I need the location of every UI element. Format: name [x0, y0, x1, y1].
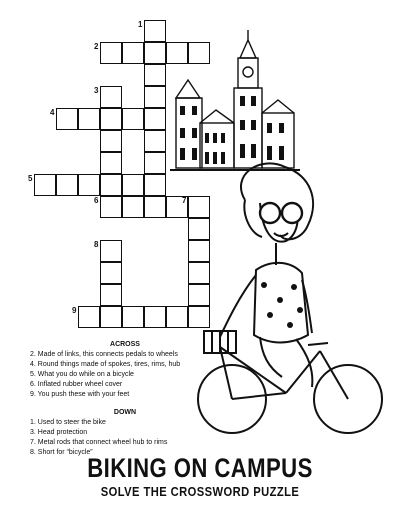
crossword-cell[interactable] [144, 196, 166, 218]
crossword-cell[interactable] [166, 306, 188, 328]
crossword-cell[interactable] [144, 130, 166, 152]
crossword-cell[interactable] [144, 86, 166, 108]
clue-number-9: 9 [72, 306, 77, 315]
clue-number-3: 3 [94, 86, 99, 95]
crossword-cell[interactable] [78, 174, 100, 196]
crossword-cell[interactable] [78, 306, 100, 328]
down-clue-8: 8. Short for “bicycle” [30, 449, 93, 456]
crossword-cell[interactable] [122, 42, 144, 64]
clue-number-7: 7 [182, 196, 187, 205]
crossword-cell[interactable] [144, 42, 166, 64]
across-heading: ACROSS [110, 341, 140, 348]
crossword-cell[interactable] [34, 174, 56, 196]
crossword-cell[interactable] [78, 108, 100, 130]
down-clue-1: 1. Used to steer the bike [30, 419, 106, 426]
crossword-cell[interactable] [100, 42, 122, 64]
down-clue-7: 7. Metal rods that connect wheel hub to rims [30, 439, 168, 446]
crossword-cell[interactable] [100, 86, 122, 108]
crossword-cell[interactable] [144, 20, 166, 42]
clue-number-5: 5 [28, 174, 33, 183]
down-clue-3: 3. Head protection [30, 429, 88, 436]
crossword-cell[interactable] [122, 174, 144, 196]
clue-number-4: 4 [50, 108, 55, 117]
crossword-cell[interactable] [100, 196, 122, 218]
page-title: BIKING ON CAMPUS [87, 453, 313, 483]
across-clue-2: 2. Made of links, this connects pedals to wheels [30, 351, 178, 358]
crossword-cell[interactable] [144, 64, 166, 86]
clue-number-1: 1 [138, 20, 143, 29]
crossword-cell[interactable] [100, 174, 122, 196]
clue-number-6: 6 [94, 196, 99, 205]
crossword-cell[interactable] [56, 108, 78, 130]
clue-number-8: 8 [94, 240, 99, 249]
crossword-cell[interactable] [56, 174, 78, 196]
down-heading: DOWN [113, 409, 137, 416]
clue-number-2: 2 [94, 42, 99, 51]
across-clue-4: 4. Round things made of spokes, tires, rims, hub [30, 361, 181, 368]
crossword-cell[interactable] [100, 262, 122, 284]
crossword-cell[interactable] [144, 108, 166, 130]
crossword-cell[interactable] [144, 152, 166, 174]
across-clue-5: 5. What you do while on a bicycle [30, 371, 134, 378]
clue-list [30, 340, 230, 458]
crossword-cell[interactable] [100, 284, 122, 306]
crossword-cell[interactable] [100, 240, 122, 262]
page-subtitle: SOLVE THE CROSSWORD PUZZLE [100, 484, 300, 499]
across-clue-9: 9. You push these with your feet [30, 391, 130, 398]
crossword-cell[interactable] [122, 196, 144, 218]
crossword-cell[interactable] [100, 306, 122, 328]
crossword-cell[interactable] [100, 108, 122, 130]
crossword-cell[interactable] [144, 174, 166, 196]
crossword-cell[interactable] [100, 152, 122, 174]
crossword-cell[interactable] [100, 130, 122, 152]
crossword-cell[interactable] [144, 306, 166, 328]
crossword-cell[interactable] [122, 306, 144, 328]
across-clue-6: 6. Inflated rubber wheel cover [30, 381, 123, 388]
crossword-cell[interactable] [122, 108, 144, 130]
